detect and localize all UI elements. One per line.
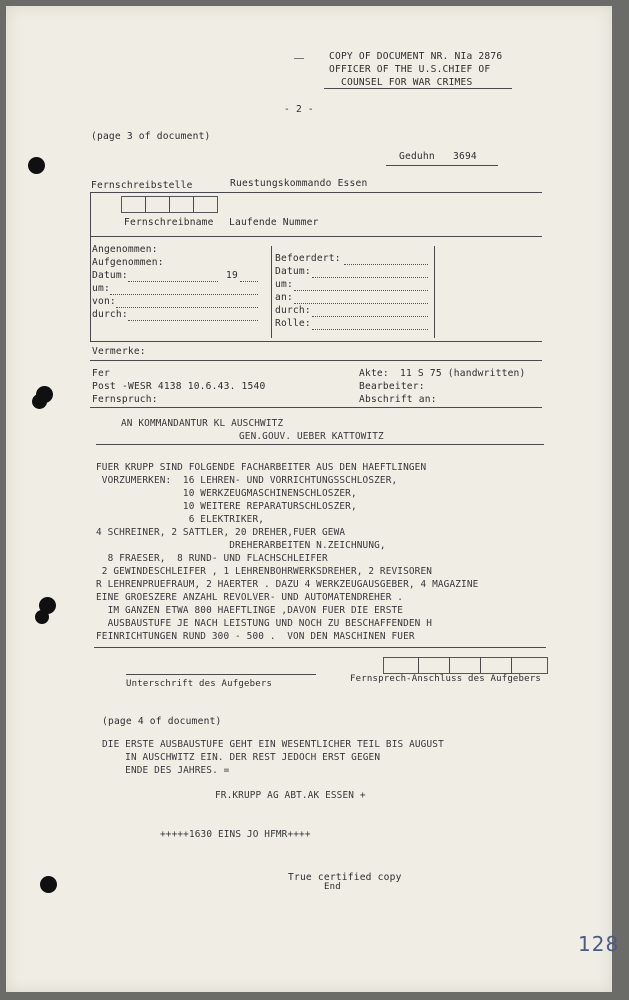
form-left-border — [90, 192, 91, 342]
aufgenommen-label: Aufgenommen: — [92, 257, 164, 268]
message-line: FUER KRUPP SIND FOLGENDE FACHARBEITER AUS DEN HAEFTLINGEN — [96, 462, 427, 473]
akte-value: 11 S 75 (handwritten) — [400, 368, 526, 379]
angenommen-label: Angenommen: — [92, 244, 158, 255]
post-value: -WESR 4138 10.6.43. 1540 — [122, 381, 266, 392]
header-line-2: OFFICER OF THE U.S.CHIEF OF — [329, 64, 491, 75]
fernsprech-boxes — [383, 657, 548, 674]
page3-label: (page 3 of document) — [91, 131, 211, 142]
befoerdert-label: Befoerdert: — [275, 253, 341, 264]
sender-line: FR.KRUPP AG ABT.AK ESSEN + — [215, 790, 366, 801]
address-line-1: AN KOMMANDANTUR KL AUSCHWITZ — [121, 418, 284, 429]
geduhn-underline — [386, 165, 498, 166]
durch-label-right: durch: — [275, 305, 311, 316]
message-line: FEINRICHTUNGEN RUND 300 - 500 . VON DEN MASCHINEN FUER — [96, 631, 415, 642]
punch-hole — [28, 157, 45, 174]
fernschreibstelle-label: Fernschreibstelle — [91, 180, 193, 191]
an-line — [294, 303, 428, 304]
message-line: R LEHRENPRUEFRAUM, 2 HAERTER . DAZU 4 WERKZEUGAUSGEBER, 4 MAGAZINE — [96, 579, 479, 590]
befoerdert-line — [344, 264, 428, 265]
um-label-right: um: — [275, 279, 293, 290]
form-right-divider — [434, 246, 435, 338]
von-label: von: — [92, 296, 116, 307]
punch-hole — [32, 394, 47, 409]
end-code: +++++1630 EINS JO HFMR++++ — [160, 829, 311, 840]
box-divider — [511, 657, 512, 673]
rolle-line — [312, 329, 428, 330]
message-line: AUSBAUSTUFE JE NACH LEISTUNG UND NOCH ZU BESCHAFFENDEN H — [96, 618, 433, 629]
date-suffix: 19 — [226, 270, 238, 281]
address-line-2: GEN.GOUV. UEBER KATTOWITZ — [239, 431, 384, 442]
geduhn-label: Geduhn — [399, 151, 435, 162]
aufgeber-label: Unterschrift des Aufgebers — [126, 679, 273, 689]
certified-copy: True certified copy — [288, 872, 402, 883]
message-line: VORZUMERKEN: 16 LEHREN- UND VORRICHTUNGSSCHLOSZER, — [96, 475, 398, 486]
address-underline — [96, 444, 544, 445]
datum-label-right: Datum: — [275, 266, 311, 277]
message-line: 10 WERKZEUGMASCHINENSCHLOSZER, — [96, 488, 357, 499]
end-label: End — [324, 882, 341, 892]
an-label: an: — [275, 292, 293, 303]
message-line: EINE GROESZERE ANZAHL REVOLVER- UND AUTOMATENDREHER . — [96, 592, 404, 603]
message-line: 2 GEWINDESCHLEIFER , 1 LEHRENBOHRWERKSDREHER, 2 REVISOREN — [96, 566, 433, 577]
fernspruch-label: Fernspruch: — [92, 394, 158, 405]
vermerke-label: Vermerke: — [92, 346, 146, 357]
box-divider — [418, 657, 419, 673]
punch-hole — [40, 876, 57, 893]
handwritten-page-number: 128 — [578, 932, 620, 956]
page4-line-3: ENDE DES JAHRES. = — [102, 765, 230, 776]
header-line-3: COUNSEL FOR WAR CRIMES — [341, 77, 473, 88]
abschrift-label: Abschrift an: — [359, 394, 437, 405]
box-divider — [169, 196, 170, 212]
box-divider — [193, 196, 194, 212]
form-line — [90, 341, 542, 342]
page4-line-2: IN AUSCHWITZ EIN. DER REST JEDOCH ERST GEGEN — [102, 752, 381, 763]
message-line: 4 SCHREINER, 2 SATTLER, 20 DREHER,FUER GEWA — [96, 527, 346, 538]
form-top-line — [90, 192, 542, 193]
durch-label-left: durch: — [92, 309, 128, 320]
bearbeiter-label: Bearbeiter: — [359, 381, 425, 392]
form-line — [90, 236, 542, 237]
header-underline — [324, 88, 512, 89]
form-line — [90, 407, 542, 408]
box-divider — [145, 196, 146, 212]
year-line — [240, 281, 258, 282]
um-line — [110, 294, 258, 295]
message-line: 10 WEITERE REPARATURSCHLOSZER, — [96, 501, 357, 512]
punch-hole — [35, 610, 49, 624]
fernsprech-label: Fernsprech-Anschluss des Aufgebers — [350, 674, 542, 684]
page-marker: - 2 - — [284, 104, 314, 115]
page4-label: (page 4 of document) — [102, 716, 222, 727]
um-line-right — [294, 290, 428, 291]
datum-label-left: Datum: — [92, 270, 128, 281]
signature-line — [126, 674, 316, 675]
box-divider — [449, 657, 450, 673]
datum-line — [128, 281, 218, 282]
fernschreibname-label: Fernschreibname — [124, 217, 214, 228]
message-end-line — [94, 647, 546, 648]
header-line-1: COPY OF DOCUMENT NR. NIa 2876 — [329, 51, 503, 62]
kommando-name: Ruestungskommando Essen — [230, 178, 368, 189]
pen-stroke — [294, 58, 304, 59]
document-page — [6, 6, 620, 992]
page4-line-1: DIE ERSTE AUSBAUSTUFE GEHT EIN WESENTLICHER TEIL BIS AUGUST — [102, 739, 444, 750]
von-line — [116, 307, 258, 308]
box-divider — [480, 657, 481, 673]
geduhn-number: 3694 — [453, 151, 477, 162]
message-line: 6 ELEKTRIKER, — [96, 514, 265, 525]
message-line: IM GANZEN ETWA 800 HAEFTLINGE ,DAVON FUER DIE ERSTE — [96, 605, 404, 616]
durch-line-left — [128, 320, 258, 321]
post-label: Post — [92, 381, 116, 392]
vermerke-line — [90, 360, 542, 361]
laufende-nummer-label: Laufende Nummer — [229, 217, 319, 228]
message-line: 8 FRAESER, 8 RUND- UND FLACHSCHLEIFER — [96, 553, 328, 564]
datum-line-right — [312, 277, 428, 278]
message-line: DREHERARBEITEN N.ZEICHNUNG, — [96, 540, 386, 551]
fer-label: Fer — [92, 368, 110, 379]
um-label-left: um: — [92, 283, 110, 294]
form-middle-divider — [271, 246, 272, 338]
durch-line-right — [312, 316, 428, 317]
rolle-label: Rolle: — [275, 318, 311, 329]
akte-label: Akte: — [359, 368, 389, 379]
